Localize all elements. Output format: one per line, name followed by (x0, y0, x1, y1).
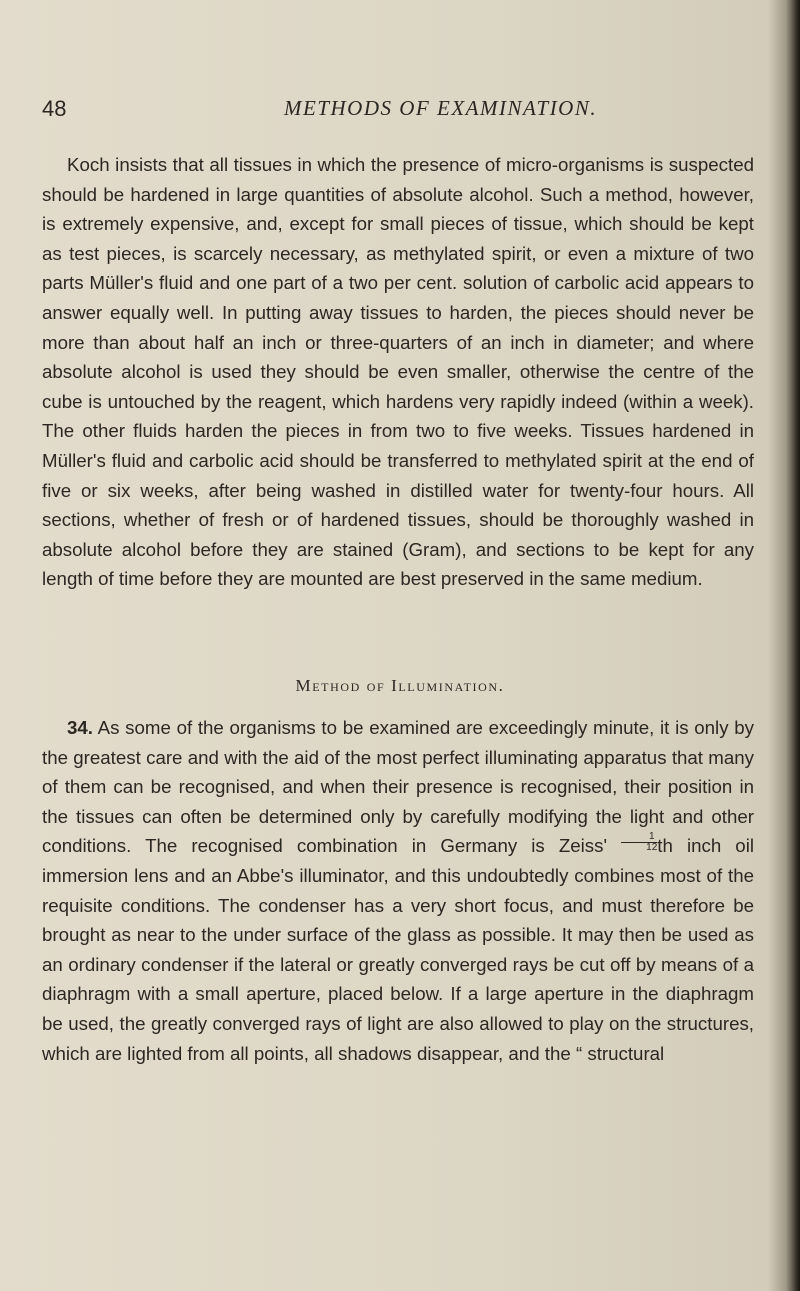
fraction-denominator: 12 (646, 842, 658, 854)
fraction-numerator: 1 (621, 832, 657, 843)
paragraph-34-text-b: th inch oil immersion lens and an Abbe's illuminator, and this undoubtedly combines most of the requisite conditions. The condenser has a very short focus, and must therefore be brought as near to the under surface of the glass as possible. It may then be used as an ordinary condenser if the lateral or greatly converged rays be cut off by means of a diaphragm with a small aperture, placed below. If a large aperture in the diaphragm be used, the greatly converged rays of light are also allowed to play on the structures, which are lighted from all points, all shadows disappear, and the “ structural (42, 835, 755, 1064)
running-title: METHODS OF EXAMINATION. (284, 96, 598, 120)
page-edge-shadow (786, 0, 800, 1291)
paragraph-koch: Koch insists that all tissues in which the presence of micro-organisms is suspected should be hardened in large quantities of absolute alcohol. Such a method, however, is extremely expensive, and, except for small pieces of tissue, which should be kept as test pieces, is scarcely necessary, as methylated spirit, or even a mixture of two parts Müller's fluid and one part of a two per cent. solution of carbolic acid appears to answer equally well. In putting away tissues to harden, the pieces should never be more than about half an inch or three-quarters of an inch in diameter; and where absolute alcohol is used they should be even smaller, otherwise the centre of the cube is untouched by the reagent, which hardens very rapidly indeed (within a week). The other fluids harden the pieces in from two to five weeks. Tissues hardened in Müller's fluid and carbolic acid should be transferred to methylated spirit at the end of five or six weeks, after being washed in distilled water for twenty-four hours. All sections, whether of fresh or of hardened tissues, should be thoroughly washed in absolute alcohol before they are stained (Gram), and sections to be kept for any length of time before they are mounted are best preserved in the same medium. (42, 154, 754, 590)
paragraph-34 (42, 713, 754, 1068)
body-text-top (42, 150, 754, 594)
section-heading: Method of Illumination. (295, 676, 505, 695)
paragraph-34-text-a: As some of the organisms to be examined are exceedingly minute, it is only by the greatest care and with the aid of the most perfect illuminating apparatus that many of them can be recognised, and when their presence is recognised, their position in the tissues can often be determined only by carefully modifying the light and other conditions. The recognised combination in Germany is Zeiss' (42, 717, 754, 857)
fraction-one-twelfth (621, 832, 657, 853)
page-number: 48 (42, 96, 67, 121)
body-text-illumination (42, 713, 754, 1068)
paragraph-number: 34. (67, 717, 93, 738)
running-head (42, 96, 742, 128)
